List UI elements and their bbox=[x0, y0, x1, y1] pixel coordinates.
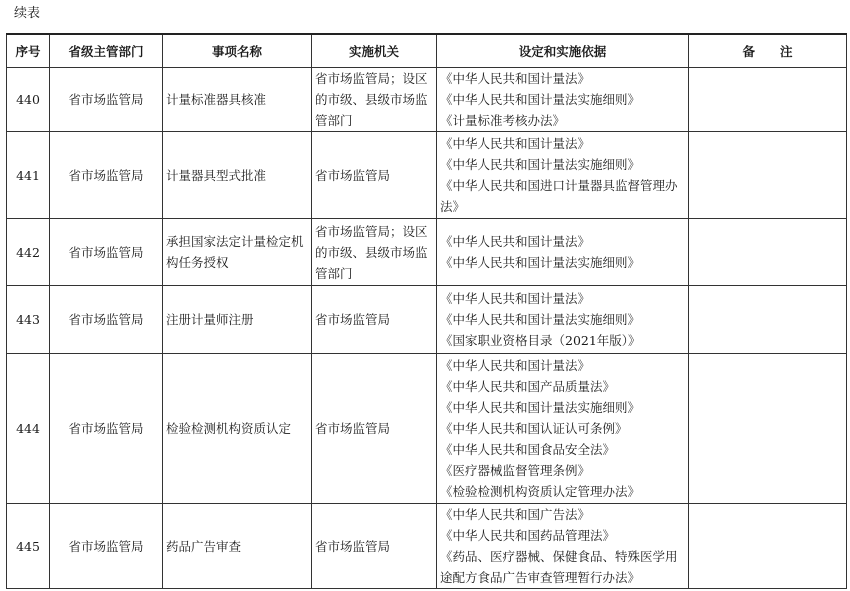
cell-seq: 444 bbox=[7, 354, 50, 504]
cell-seq: 445 bbox=[7, 504, 50, 589]
cell-item: 计量器具型式批准 bbox=[163, 132, 312, 219]
cell-seq: 442 bbox=[7, 219, 50, 286]
basis-line: 《中华人民共和国计量法》 bbox=[440, 234, 591, 249]
basis-line: 《医疗器械监督管理条例》 bbox=[440, 463, 591, 478]
basis-line: 《中华人民共和国计量法》 bbox=[440, 291, 591, 306]
basis-line: 《中华人民共和国认证认可条例》 bbox=[440, 421, 628, 436]
cell-dept: 省市场监管局 bbox=[50, 286, 163, 354]
basis-line: 《中华人民共和国进口计量器具监督管理办法》 bbox=[440, 178, 678, 214]
basis-line: 《中华人民共和国计量法实施细则》 bbox=[440, 312, 641, 327]
table-row bbox=[7, 219, 847, 286]
header-agency: 实施机关 bbox=[312, 34, 437, 68]
cell-dept: 省市场监管局 bbox=[50, 504, 163, 589]
basis-line: 《中华人民共和国计量法》 bbox=[440, 358, 591, 373]
table-row bbox=[7, 354, 847, 504]
basis-line: 《中华人民共和国计量法实施细则》 bbox=[440, 255, 641, 270]
cell-item: 注册计量师注册 bbox=[163, 286, 312, 354]
basis-line: 《中华人民共和国计量法实施细则》 bbox=[440, 400, 641, 415]
cell-dept: 省市场监管局 bbox=[50, 219, 163, 286]
header-note: 备 注 bbox=[689, 34, 847, 68]
table-row bbox=[7, 68, 847, 132]
approval-items-table bbox=[6, 33, 847, 589]
cell-note bbox=[689, 286, 847, 354]
cell-note bbox=[689, 68, 847, 132]
basis-line: 《中华人民共和国计量法》 bbox=[440, 136, 591, 151]
basis-line: 《中华人民共和国计量法实施细则》 bbox=[440, 92, 641, 107]
cell-note bbox=[689, 219, 847, 286]
basis-line: 《中华人民共和国产品质量法》 bbox=[440, 379, 616, 394]
header-seq: 序号 bbox=[7, 34, 50, 68]
cell-basis bbox=[437, 354, 689, 504]
cell-basis bbox=[437, 219, 689, 286]
cell-basis bbox=[437, 132, 689, 219]
cell-seq: 441 bbox=[7, 132, 50, 219]
cell-agency: 省市场监管局；设区的市级、县级市场监管部门 bbox=[312, 68, 437, 132]
cell-dept: 省市场监管局 bbox=[50, 354, 163, 504]
table-row bbox=[7, 286, 847, 354]
basis-line: 《国家职业资格目录（2021年版）》 bbox=[440, 333, 641, 348]
basis-line: 《中华人民共和国广告法》 bbox=[440, 507, 591, 522]
table-row bbox=[7, 504, 847, 589]
header-dept: 省级主管部门 bbox=[50, 34, 163, 68]
cell-basis bbox=[437, 286, 689, 354]
basis-line: 《中华人民共和国计量法实施细则》 bbox=[440, 157, 641, 172]
cell-note bbox=[689, 354, 847, 504]
cell-agency: 省市场监管局；设区的市级、县级市场监管部门 bbox=[312, 219, 437, 286]
cell-basis bbox=[437, 68, 689, 132]
basis-line: 《检验检测机构资质认定管理办法》 bbox=[440, 484, 641, 499]
table-header-row bbox=[7, 34, 847, 68]
basis-line: 《中华人民共和国食品安全法》 bbox=[440, 442, 616, 457]
table-row bbox=[7, 132, 847, 219]
basis-line: 《计量标准考核办法》 bbox=[440, 113, 566, 128]
cell-basis bbox=[437, 504, 689, 589]
cell-item: 计量标准器具核准 bbox=[163, 68, 312, 132]
cell-dept: 省市场监管局 bbox=[50, 132, 163, 219]
cell-item: 药品广告审查 bbox=[163, 504, 312, 589]
basis-line: 《药品、医疗器械、保健食品、特殊医学用途配方食品广告审查管理暂行办法》 bbox=[440, 549, 678, 585]
cell-agency: 省市场监管局 bbox=[312, 504, 437, 589]
cell-item: 检验检测机构资质认定 bbox=[163, 354, 312, 504]
header-basis: 设定和实施依据 bbox=[437, 34, 689, 68]
basis-line: 《中华人民共和国药品管理法》 bbox=[440, 528, 616, 543]
cell-note bbox=[689, 132, 847, 219]
table-caption: 续表 bbox=[14, 6, 41, 21]
cell-item: 承担国家法定计量检定机构任务授权 bbox=[163, 219, 312, 286]
cell-agency: 省市场监管局 bbox=[312, 354, 437, 504]
cell-agency: 省市场监管局 bbox=[312, 132, 437, 219]
cell-note bbox=[689, 504, 847, 589]
cell-agency: 省市场监管局 bbox=[312, 286, 437, 354]
cell-dept: 省市场监管局 bbox=[50, 68, 163, 132]
header-item: 事项名称 bbox=[163, 34, 312, 68]
cell-seq: 440 bbox=[7, 68, 50, 132]
basis-line: 《中华人民共和国计量法》 bbox=[440, 71, 591, 86]
cell-seq: 443 bbox=[7, 286, 50, 354]
